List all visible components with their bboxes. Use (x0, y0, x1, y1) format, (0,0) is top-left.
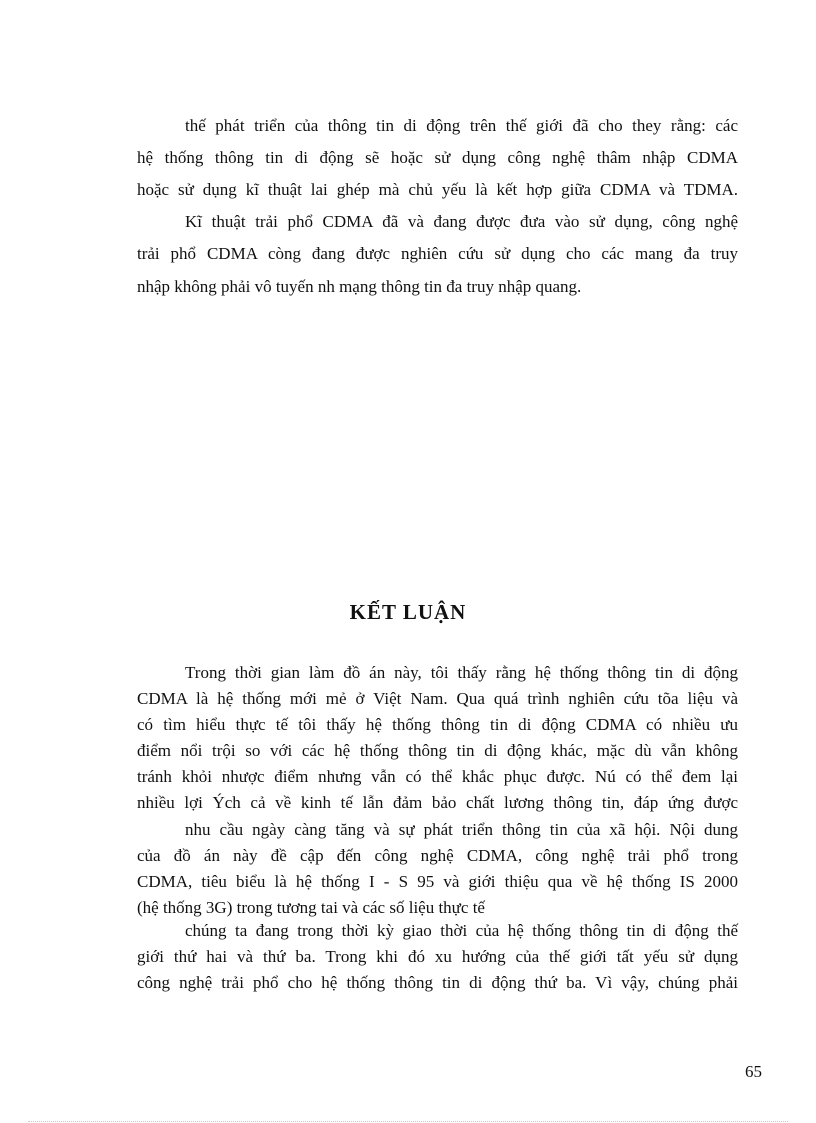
body-text-line: giới thứ hai và thứ ba. Trong khi đó xu hướng của thế giới tất yếu sử dụng (137, 947, 738, 966)
body-text-line: trải phổ CDMA còng đang được nghiên cứu sử dụng cho các mang đa truy (137, 244, 738, 263)
body-text-line: hoặc sử dụng kĩ thuật lai ghép mà chủ yếu là kết hợp giữa CDMA và TDMA. (137, 180, 738, 199)
body-text-line: thế phát triển của thông tin di động trên thế giới đã cho they rằng: các (185, 116, 738, 135)
body-text-line: nhập không phải vô tuyến nh mạng thông tin đa truy nhập quang. (137, 277, 582, 296)
body-text-line: của đồ án này đề cập đến công nghệ CDMA, công nghệ trải phổ trong (137, 846, 738, 865)
page-number: 65 (745, 1062, 762, 1081)
body-text-line: chúng ta đang trong thời kỳ giao thời của hệ thống thông tin di động thế (185, 921, 738, 940)
body-text-line: CDMA là hệ thống mới mẻ ở Việt Nam. Qua quá trình nghiên cứu tõa liệu và (137, 689, 738, 708)
body-text-line: điểm nổi trội so với các hệ thống thông tin di động khác, mặc dù vẫn không (137, 741, 738, 760)
body-text-line: hệ thống thông tin di động sẽ hoặc sử dụng công nghệ thâm nhập CDMA (137, 148, 738, 167)
body-text-line: (hệ thống 3G) trong tương tai và các số liệu thực tế (137, 898, 485, 917)
footer-divider (28, 1121, 788, 1122)
body-text-line: nhiều lợi Ých cả về kinh tế lẫn đảm bảo chất lương thông tin, đáp ứng được (137, 793, 738, 812)
body-text-line: tránh khỏi nhược điểm nhưng vẫn có thể khắc phục được. Nú có thể đem lại (137, 767, 738, 786)
body-text-line: Trong thời gian làm đồ án này, tôi thấy rằng hệ thống thông tin di động (185, 663, 738, 682)
body-text-line: công nghệ trải phổ cho hệ thống thông tin di động thứ ba. Vì vậy, chúng phải (137, 973, 738, 992)
body-text-line: Kĩ thuật trải phổ CDMA đã và đang được đưa vào sử dụng, công nghệ (185, 212, 738, 231)
body-text-line: CDMA, tiêu biểu là hệ thống I - S 95 và giới thiệu qua về hệ thống IS 2000 (137, 872, 738, 891)
body-text-line: có tìm hiểu thực tế tôi thấy hệ thống thông tin di động CDMA có nhiều ưu (137, 715, 738, 734)
body-text-line: nhu cầu ngày càng tăng và sự phát triển thông tin của xã hội. Nội dung (185, 820, 738, 839)
section-heading: KẾT LUẬN (349, 600, 467, 624)
